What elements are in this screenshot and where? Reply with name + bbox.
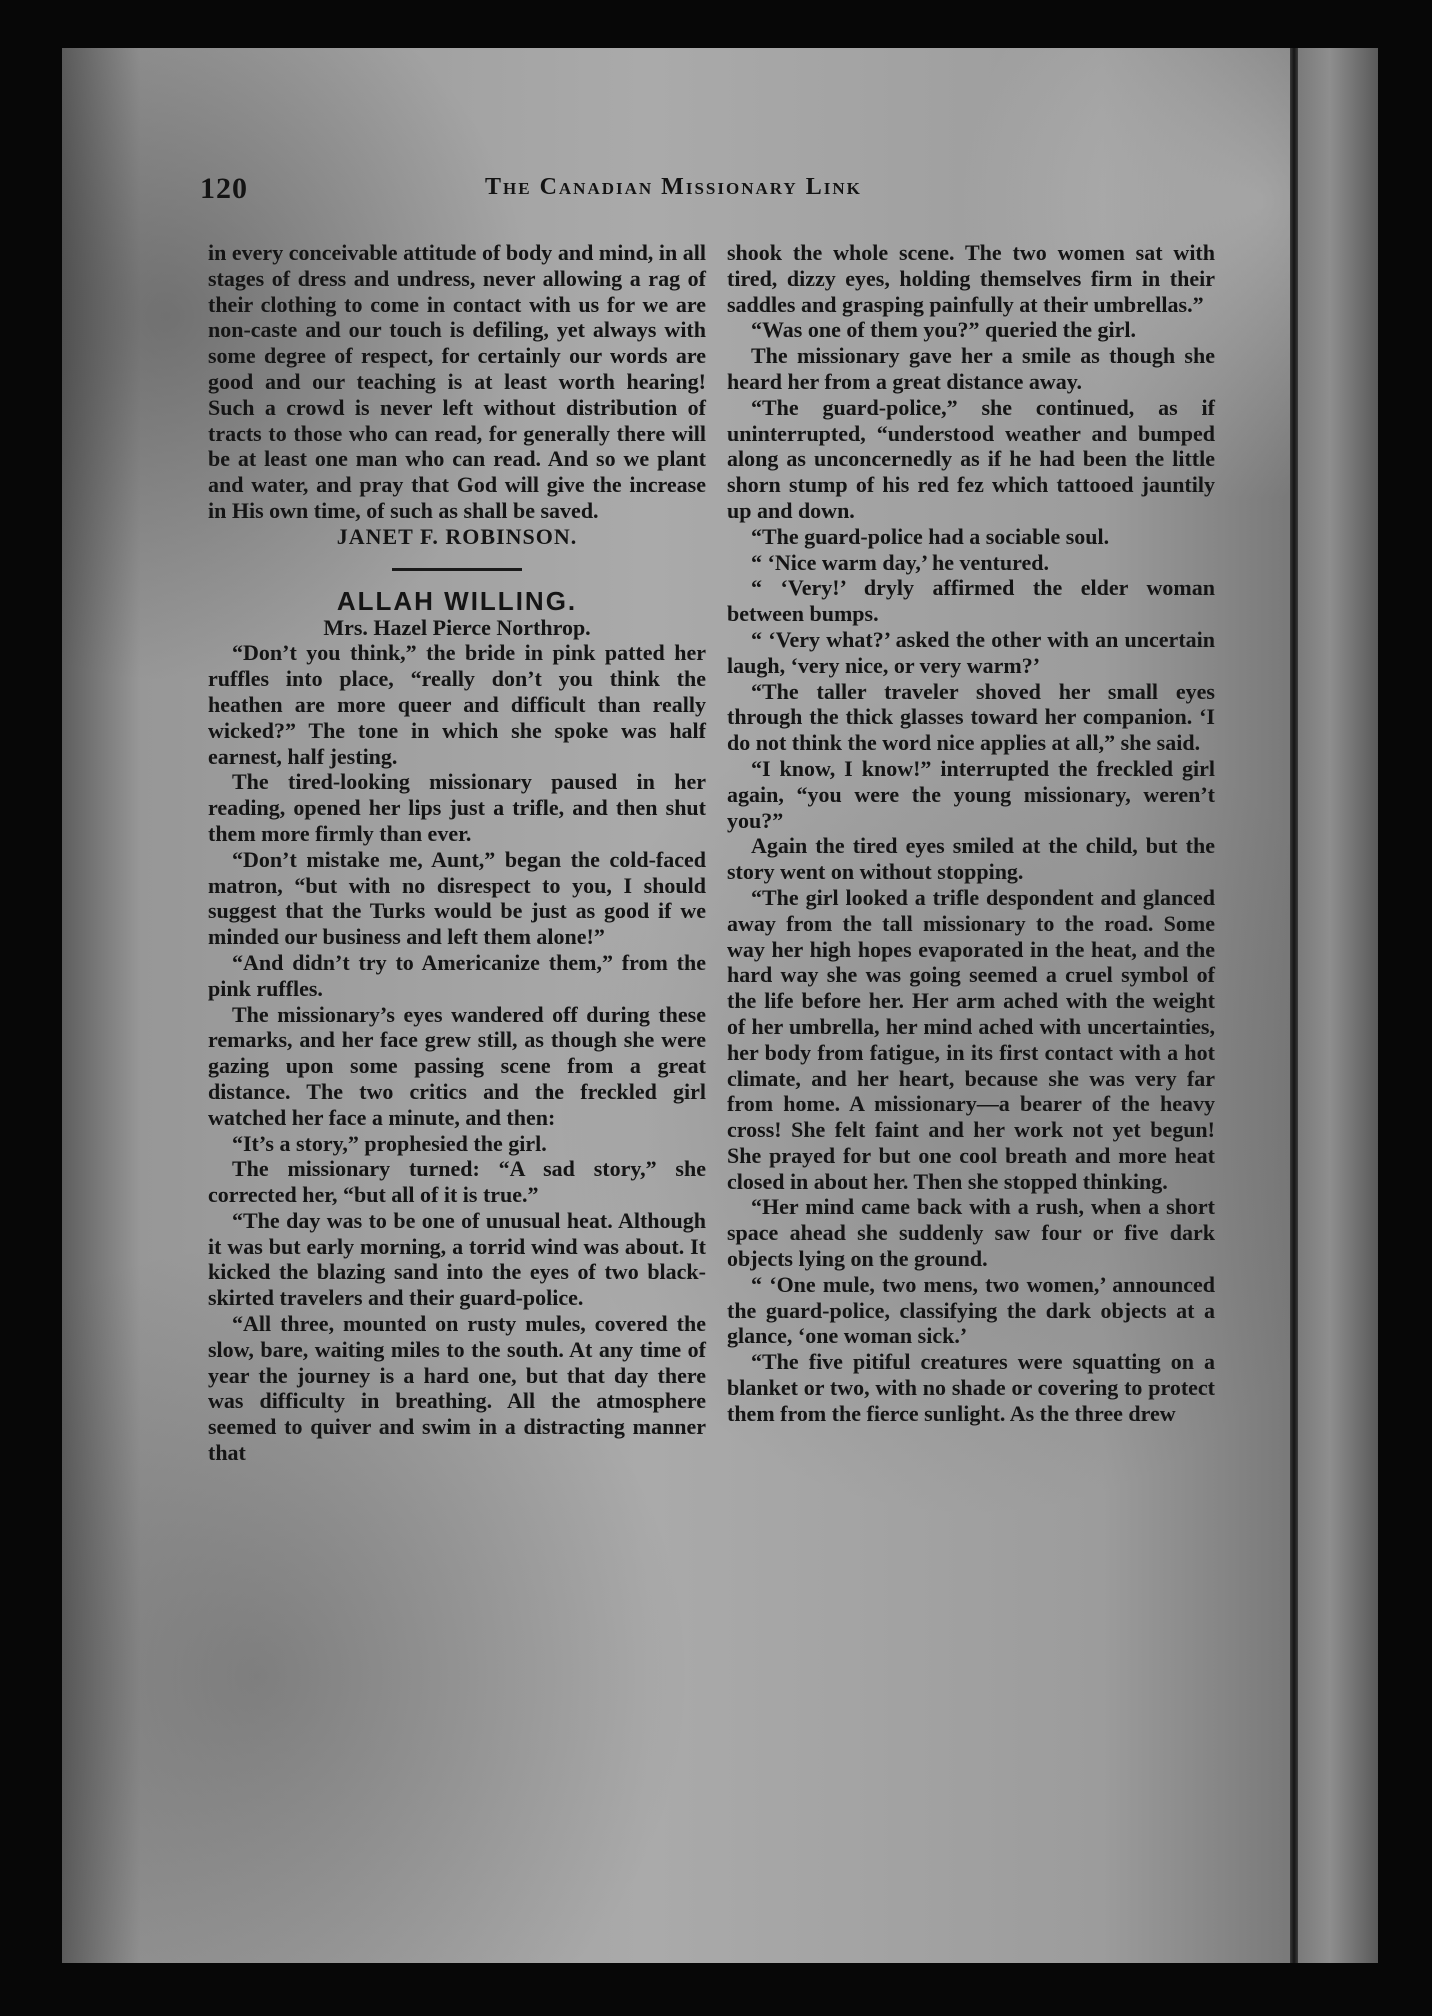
article-paragraph: “The guard-police had a sociable soul. (751, 523, 1110, 549)
article-paragraph: “The girl looked a trifle despondent and glanced away from the tall missionary to the road. Some way her high hopes evaporated in the heat, and the hard way she was going seemed a cruel symbol of the life before her. Her arm ached with the weight of her umbrella, her mind ached with uncertainties, her body from fatigue, in its first contact with a hot climate, and her heart, because she was very far from home. A missionary—a bearer of the heavy cross! She felt faint and her work not yet begun! She prayed for but one cool breath and more heat closed in about her. Then she stopped thinking. (727, 884, 1215, 1194)
running-title: The Canadian Missionary Link (485, 174, 862, 200)
article-paragraph: “The five pitiful creatures were squatting on a blanket or two, with no shade or covering to protect them from the fierce sunlight. As the three drew (727, 1349, 1215, 1426)
article-paragraph: Again the tired eyes smiled at the child, but the story went on without stopping. (727, 833, 1215, 885)
article-paragraph: “All three, mounted on rusty mules, covered the slow, bare, waiting miles to the south. At any time of year the journey is a hard one, but that day there was difficulty in breathing. All the atmosphere seemed to quiver and swim in a distracting manner that (208, 1311, 706, 1466)
article-paragraph: The missionary turned: “A sad story,” she corrected her, “but all of it is true.” (208, 1156, 706, 1208)
article-paragraph: “ ‘Nice warm day,’ he ventured. (751, 549, 1049, 575)
facing-page-edge (1298, 48, 1378, 1963)
page-header (200, 172, 1220, 212)
article-paragraph: “The taller traveler shoved her small eyes through the thick glasses toward her companion. ‘I do not think the word nice applies at all,” she said. (727, 678, 1215, 756)
author-signature: JANET F. ROBINSON. (336, 523, 578, 549)
page-gutter-shadow (1290, 48, 1298, 1963)
article-paragraph: The missionary’s eyes wandered off during these remarks, and her face grew still, as though she were gazing upon some passing scene from a great distance. The two critics and the freckled girl watched her face a minute, and then: (208, 1001, 706, 1130)
article-paragraph: “I know, I know!” interrupted the freckled girl again, “you were the young missionary, weren’t you?” (727, 755, 1215, 833)
intro-paragraph: in every conceivable attitude of body and mind, in all stages of dress and undress, never allowing a rag of their clothing to come in contact with us for we are non-caste and our touch is defiling, yet always with some degree of respect, for certainly our words are good and our teaching is at least worth hearing! Such a crowd is never left without distribution of tracts to those who can read, for generally there will be at least one man who can read. And so we plant and water, and pray that God will give the increase in His own time, of such as shall be saved. (208, 240, 706, 523)
article-paragraph: The tired-looking missionary paused in her reading, opened her lips just a trifle, and then shut them more firmly than ever. (208, 769, 706, 846)
article-paragraph: “The guard-police,” she continued, as if uninterrupted, “understood weather and bumped along as unconcernedly as if he had been the little shorn stump of his red fez which tattooed jauntily up and down. (727, 394, 1215, 523)
article-byline: Mrs. Hazel Pierce Northrop. (323, 614, 591, 640)
article-paragraph: “ ‘One mule, two mens, two women,’ announced the guard-police, classifying the dark objects at a glance, ‘one woman sick.’ (727, 1271, 1215, 1349)
article-paragraph: “Her mind came back with a rush, when a short space ahead she suddenly saw four or five dark objects lying on the ground. (727, 1194, 1215, 1272)
article-paragraph: “The day was to be one of unusual heat. Although it was but early morning, a torrid wind was about. It kicked the blazing sand into the eyes of two black-skirted travelers and their guard-police. (208, 1207, 706, 1311)
article-paragraph: “ ‘Very!’ dryly affirmed the elder woman between bumps. (727, 575, 1215, 627)
article-paragraph: “It’s a story,” prophesied the girl. (232, 1130, 547, 1156)
article-paragraph: The missionary gave her a smile as though she heard her from a great distance away. (727, 343, 1215, 394)
article-paragraph: “ ‘Very what?’ asked the other with an uncertain laugh, ‘very nice, or very warm?’ (727, 626, 1215, 678)
article-paragraph: “Was one of them you?” queried the girl. (751, 317, 1136, 343)
article-paragraph: “Don’t you think,” the bride in pink patted her ruffles into place, “really don’t you think the heathen are more queer and difficult than really wicked?” The tone in which she spoke was half earnest, half jesting. (208, 640, 706, 769)
page-number: 120 (200, 172, 248, 205)
article-paragraph: “Don’t mistake me, Aunt,” began the cold-faced matron, “but with no disrespect to you, I should suggest that the Turks would be just as good if we minded our business and left them alone!” (208, 846, 706, 950)
article-paragraph: “And didn’t try to Americanize them,” from the pink ruffles. (208, 949, 706, 1001)
article-title: ALLAH WILLING. (336, 585, 578, 616)
section-divider (392, 568, 522, 571)
right-column (727, 240, 1215, 1427)
left-column (208, 240, 706, 1466)
article-paragraph: shook the whole scene. The two women sat with tired, dizzy eyes, holding themselves firm in their saddles and grasping painfully at their umbrellas.” (727, 240, 1215, 317)
